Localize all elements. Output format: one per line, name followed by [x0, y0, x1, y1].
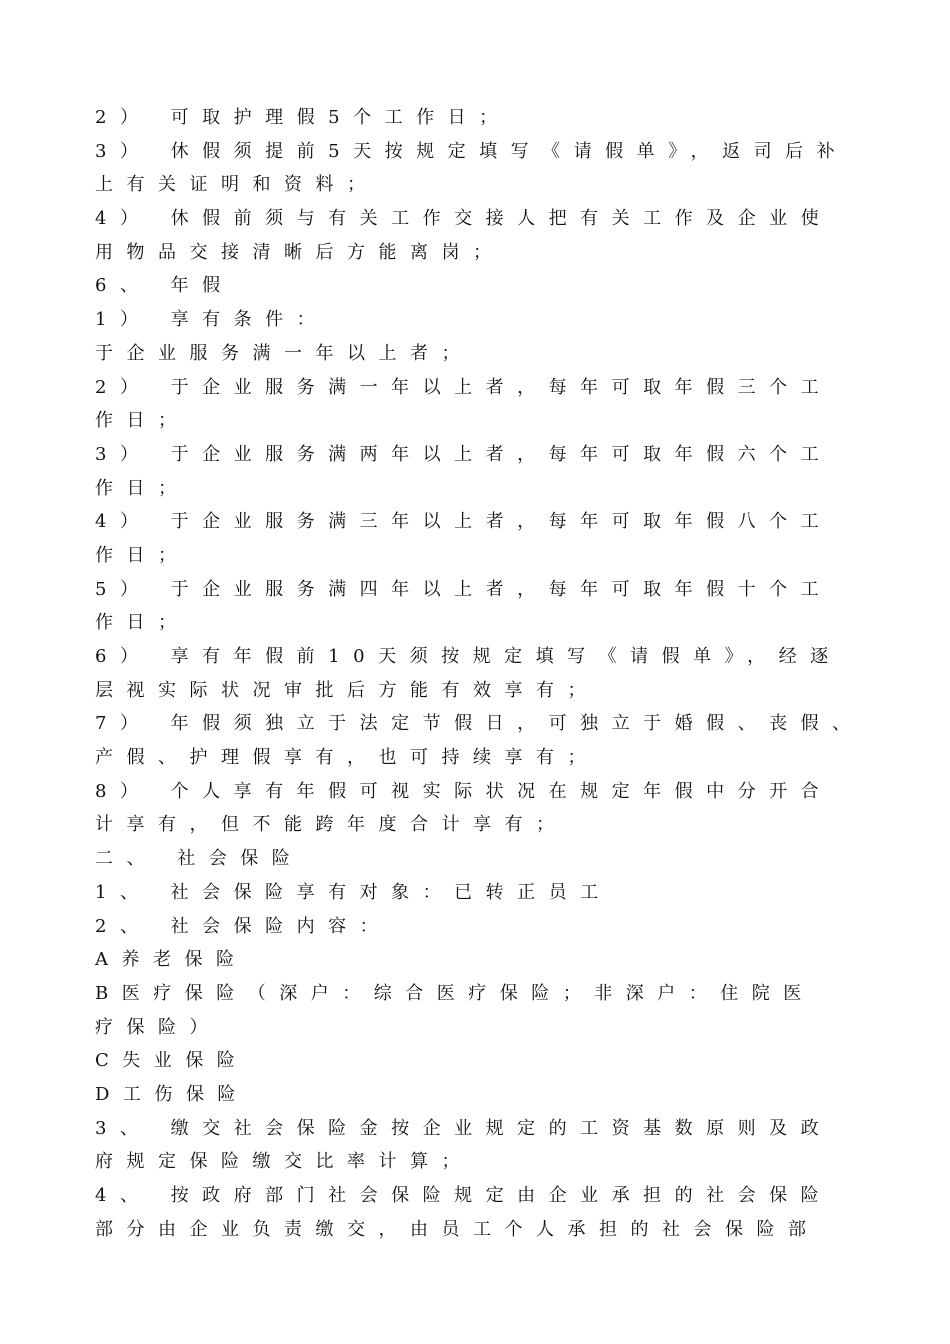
text-line: 3） 于企业服务满两年以上者，每年可取年假六个工: [95, 443, 833, 465]
text-line: 8） 个人享有年假可视实际状况在规定年假中分开合: [95, 780, 833, 802]
text-line: 层视实际状况审批后方能有效享有；: [95, 679, 599, 701]
text-line: 2、 社会保险内容：: [95, 915, 392, 937]
text-line: 4） 休假前须与有关工作交接人把有关工作及企业使: [95, 208, 833, 230]
section-heading: 二、 社会保险: [95, 848, 304, 870]
text-line: 上有关证明和资料；: [95, 174, 379, 196]
text-line: 用物品交接清晰后方能离岗；: [95, 241, 505, 263]
text-line: 作日；: [95, 410, 190, 432]
text-line: 3） 休假须提前5天按规定填写《请假单》，返司后补: [95, 140, 849, 162]
text-line: 疗保险）: [95, 1016, 221, 1038]
text-line: 作日；: [95, 477, 190, 499]
text-line: 5） 于企业服务满四年以上者，每年可取年假十个工: [95, 578, 833, 600]
text-line: 1、 社会保险享有对象：已转正员工: [95, 881, 612, 903]
text-line: 计享有，但不能跨年度合计享有；: [95, 814, 568, 836]
text-line: 府规定保险缴交比率计算；: [95, 1151, 473, 1173]
text-line: 4） 于企业服务满三年以上者，每年可取年假八个工: [95, 511, 833, 533]
text-line: 于企业服务满一年以上者；: [95, 342, 473, 364]
section-heading: 6、 年假: [95, 275, 234, 297]
text-line: 1） 享有条件：: [95, 309, 329, 331]
text-line: 作日；: [95, 612, 190, 634]
list-item: D工伤保险: [95, 1083, 249, 1105]
text-line: 部分由企业负责缴交，由员工个人承担的社会保险部: [95, 1218, 820, 1240]
document-body: [95, 101, 864, 1246]
text-line: 2） 于企业服务满一年以上者，每年可取年假三个工: [95, 376, 833, 398]
text-line: 作日；: [95, 544, 190, 566]
text-line: 4、 按政府部门社会保险规定由企业承担的社会保险: [95, 1185, 833, 1206]
list-item: C失业保险: [95, 1050, 249, 1072]
text-line: 2） 可取护理假5个工作日；: [95, 107, 511, 128]
text-line: 7） 年假须独立于法定节假日，可独立于婚假、丧假、: [95, 713, 864, 735]
text-line: 产假、护理假享有，也可持续享有；: [95, 747, 599, 769]
list-item: B医疗保险（深户：综合医疗保险；非深户：住院医: [95, 982, 815, 1004]
text-line: 3、 缴交社会保险金按企业规定的工资基数原则及政: [95, 1117, 833, 1139]
list-item: A养老保险: [95, 949, 248, 971]
text-line: 6） 享有年假前10天须按规定填写《请假单》，经逐: [95, 646, 842, 667]
